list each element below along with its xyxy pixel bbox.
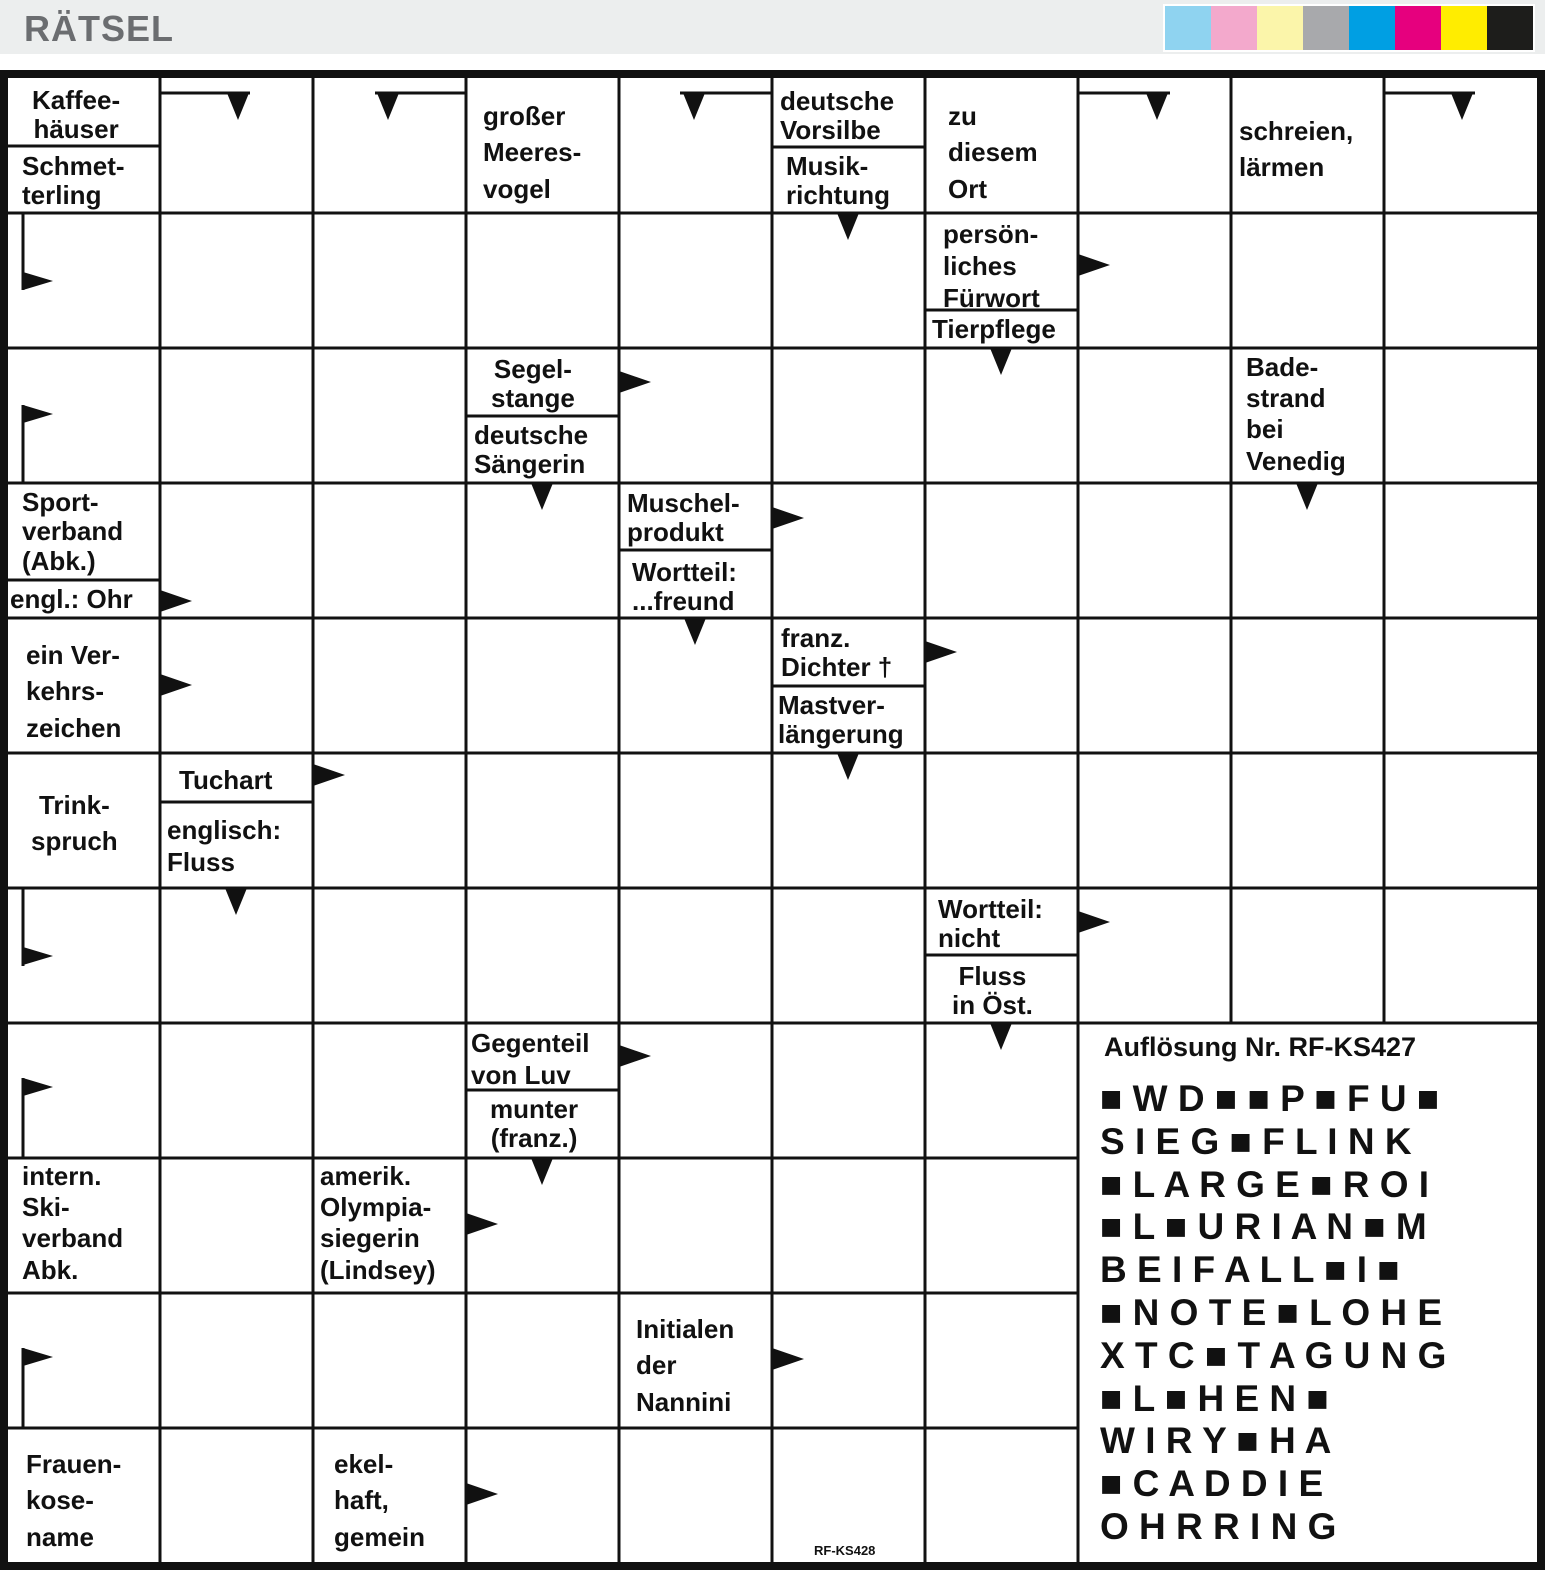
clue-zu-diesem-ort: zu diesem Ort	[948, 101, 1038, 204]
clue-sportverband: Sport- verband (Abk.)	[22, 487, 124, 576]
clue-arrow-icon	[466, 1213, 498, 1235]
solution-row: ■ C A D D I E	[1100, 1463, 1324, 1505]
clue-arrow-icon	[23, 272, 53, 290]
solution-title: Auflösung Nr. RF-KS427	[1104, 1032, 1417, 1062]
clue-frauenkosename: Frauen- kose- name	[26, 1449, 122, 1552]
clue-arrow-icon	[531, 483, 553, 510]
clue-arrow-icon	[772, 1348, 804, 1370]
solution-row: W I R Y ■ H A	[1100, 1420, 1332, 1462]
clue-arrow-icon	[227, 93, 249, 120]
clue-gegenteil-luv: Gegenteil von Luv	[471, 1028, 590, 1090]
clue-tierpflege: Tierpflege	[932, 314, 1056, 344]
clue-wortteil-freund: Wortteil: ...freund	[632, 557, 737, 617]
clue-arrow-icon	[1078, 254, 1110, 276]
clue-kaffeehaeuser: Kaffee- häuser	[32, 85, 121, 145]
clue-skiverband: intern. Ski- verband Abk.	[22, 1161, 124, 1285]
clue-arrow-icon	[466, 1483, 498, 1505]
clue-arrow-icon	[619, 371, 651, 393]
clue-arrow-icon	[990, 1023, 1012, 1050]
solution-row: X T C ■ T A G U N G	[1100, 1334, 1447, 1376]
clue-badestrand: Bade- strand bei Venedig	[1246, 352, 1346, 476]
clue-englisch-fluss: englisch: Fluss	[167, 815, 282, 877]
clue-arrow-icon	[531, 1158, 553, 1185]
clue-arrow-icon	[23, 1078, 53, 1096]
solution-row: ■ L ■ U R I A N ■ M	[1100, 1206, 1427, 1248]
solution-row: B E I F A L L ■ I ■	[1100, 1249, 1400, 1291]
clue-arrow-icon	[225, 888, 247, 915]
clue-arrow-icon	[313, 764, 345, 786]
page-title: RÄTSEL	[24, 8, 174, 49]
clue-arrow-icon	[837, 753, 859, 780]
clue-wortteil-nicht: Wortteil: nicht	[938, 894, 1043, 954]
clue-arrow-icon	[377, 93, 399, 120]
clue-fluss-oest: Fluss in Öst.	[952, 961, 1033, 1021]
clue-arrow-icon	[772, 507, 804, 529]
clue-schmetterling: Schmet- terling	[22, 151, 125, 211]
solution-row: O H R R I N G	[1100, 1506, 1337, 1547]
puzzle-code: RF-KS428	[814, 1543, 876, 1558]
clue-muschelprodukt: Muschel- produkt	[627, 488, 740, 548]
clue-arrow-icon	[1451, 93, 1473, 120]
clue-tuchart: Tuchart	[179, 765, 273, 795]
solution-row: ■ W D ■ ■ P ■ F U ■	[1100, 1078, 1440, 1119]
clue-arrow-icon	[23, 947, 53, 965]
clue-engl-ohr: engl.: Ohr	[10, 584, 133, 614]
clue-arrow-icon	[925, 641, 957, 663]
clue-persoenliches-fuerwort: persön- liches Fürwort	[943, 219, 1040, 313]
clue-grosser-meeresvogel: großer Meeres- vogel	[483, 101, 582, 204]
clue-segelstange: Segel- stange	[491, 354, 575, 414]
clue-verkehrszeichen: ein Ver- kehrs- zeichen	[26, 640, 122, 743]
clue-arrow-icon	[1078, 911, 1110, 933]
clue-arrow-icon	[23, 1348, 53, 1366]
clue-arrow-icon	[683, 93, 705, 120]
clue-musikrichtung: Musik- richtung	[786, 151, 890, 211]
solution-row: ■ L A R G E ■ R O I	[1100, 1163, 1430, 1205]
clue-munter-franz: munter (franz.)	[490, 1094, 579, 1154]
clue-arrow-icon	[23, 405, 53, 423]
solution-row: ■ L ■ H E N ■	[1100, 1377, 1329, 1419]
clue-olympiasiegerin: amerik. Olympia- siegerin (Lindsey)	[320, 1161, 436, 1285]
clue-deutsche-vorsilbe: deutsche Vorsilbe	[780, 86, 895, 146]
clue-deutsche-saengerin: deutsche Sängerin	[474, 420, 589, 480]
clue-ekelhaft: ekel- haft, gemein	[334, 1449, 426, 1552]
clue-arrow-icon	[160, 590, 192, 612]
clue-arrow-icon	[837, 213, 859, 240]
clue-arrow-icon	[990, 348, 1012, 375]
solution-row: ■ N O T E ■ L O H E	[1100, 1292, 1443, 1333]
clue-schreien-laermen: schreien, lärmen	[1239, 116, 1354, 183]
clue-arrow-icon	[1146, 93, 1168, 120]
clue-arrow-icon	[684, 618, 706, 645]
clue-arrow-icon	[160, 674, 192, 696]
clue-arrow-icon	[619, 1045, 651, 1067]
clue-mastverlaengerung: Mastver- längerung	[778, 690, 904, 750]
solution-row: S I E G ■ F L I N K	[1100, 1120, 1412, 1162]
clue-initialen-nannini: Initialen der Nannini	[636, 1314, 735, 1417]
clue-franz-dichter: franz. Dichter †	[781, 623, 893, 683]
clue-arrow-icon	[1296, 483, 1318, 510]
clue-trinkspruch: Trink- spruch	[31, 790, 118, 857]
